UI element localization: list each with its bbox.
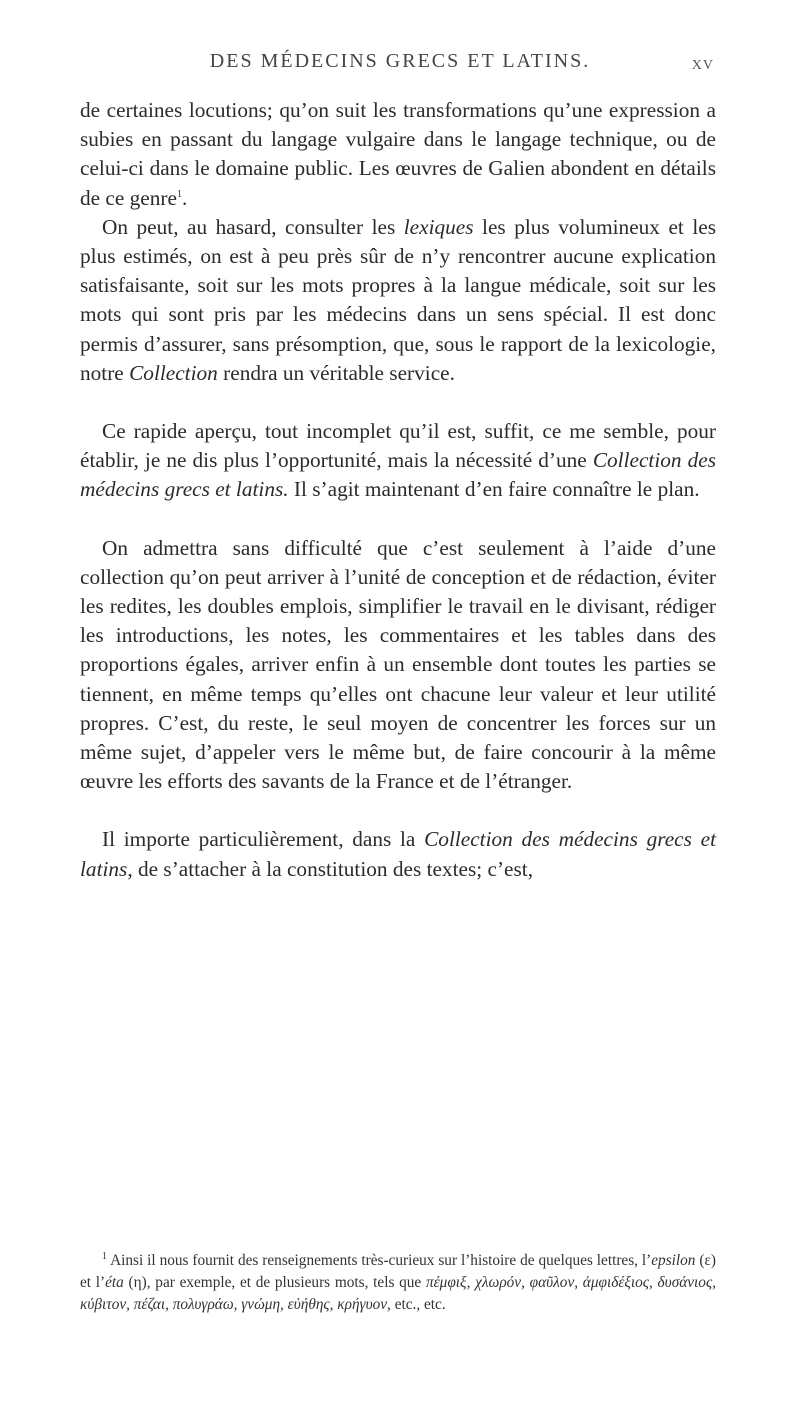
paragraph-2-italic-lexiques: lexiques xyxy=(403,214,474,239)
paragraph-2-italic-collection: Collection xyxy=(129,360,218,385)
footnote-text-d: , etc., etc. xyxy=(387,1296,446,1313)
footnote-text-b: (ε) et l’ xyxy=(80,1252,717,1291)
paragraph-5-italic-title: Collection des médecins grecs et latins xyxy=(80,827,716,881)
paragraph-1 xyxy=(80,96,716,213)
paragraph-2-text-a: On peut, au hasard, consulter les xyxy=(102,214,404,239)
footnote-text xyxy=(80,1250,716,1316)
paragraph-2-text-b: les plus volumineux et les plus estimés, on est à peu près sûr de n’y rencontrer aucune explication satisfaisante, soit sur les mots propres à la langue médicale, soit sur les mots qui sont pris par les médecins dans un sens spécial. Il est donc permis d’assurer, sans présomption, que, sous le rapport de la lexicologie, notre xyxy=(80,214,716,385)
paragraph-2-text-c: rendra un véritable service. xyxy=(217,360,455,385)
footnote-reference: 1 xyxy=(176,188,182,200)
footnote-eta: éta xyxy=(105,1274,124,1291)
page-number: XV xyxy=(691,58,714,73)
paragraph-1-text-a: de certaines locutions; qu’on suit les transformations qu’une expression a subies en passant du langage vulgaire dans le langage technique, ou de celui-ci dans le domaine public. Les œuvres de Galien abondent en détails de ce genre xyxy=(80,98,716,210)
paragraph-5-text-b: , de s’attacher à la constitution des textes; c’est, xyxy=(127,856,534,881)
paragraph-1-text-b: . xyxy=(181,185,188,210)
footnote-text-a: Ainsi il nous fournit des renseignements très-curieux sur l’histoire de quelques lettres, l’ xyxy=(107,1252,652,1269)
footnote-marker: 1 xyxy=(102,1250,107,1262)
paragraph-3 xyxy=(80,417,716,505)
paragraph-3-text-a: Ce rapide aperçu, tout incomplet qu’il est, suffit, ce me semble, pour établir, je ne dis plus l’opportunité, mais la nécessité d’une xyxy=(80,419,716,473)
footnote-epsilon: epsilon xyxy=(651,1252,696,1269)
footnote-text-c: (η), par exemple, et de plusieurs mots, tels que xyxy=(123,1274,426,1291)
footnote xyxy=(80,1250,716,1316)
paragraph-3-italic-title: Collection des médecins grecs et latins. xyxy=(80,448,717,502)
running-title: DES MÉDECINS GRECS ET LATINS. xyxy=(209,50,591,72)
footnote-greek-words: πέμφιξ, χλωρόν, φαῦλον, ἀμφιδέξιος, δυσάνιος, κύβιτον, πέζαι, πολυγράω, γνώμη, εὐήθης, κρήγυον xyxy=(80,1274,716,1313)
paragraph-4: On admettra sans difficulté que c’est seulement à l’aide d’une collection qu’on peut arriver à l’unité de conception et de rédaction, éviter les redites, les doubles emplois, simplifier le travail en le divisant, rédiger les introductions, les notes, les commentaires et les tables dans des proportions égales, arriver enfin à un ensemble dont toutes les parties se tiennent, en même temps qu’elles ont chacune leur valeur et leur utilité propres. C’est, du reste, le seul moyen de concentrer les forces sur un même sujet, d’appeler vers le même but, de faire concourir à la même œuvre les efforts des savants de la France et de l’étranger. xyxy=(80,535,716,794)
paragraph-5 xyxy=(80,825,716,883)
paragraph-2 xyxy=(80,213,716,388)
main-text xyxy=(80,96,716,884)
paragraph-5-text-a: Il importe particulièrement, dans la xyxy=(102,827,425,852)
paragraph-3-text-b: Il s’agit maintenant d’en faire connaître le plan. xyxy=(288,477,700,502)
